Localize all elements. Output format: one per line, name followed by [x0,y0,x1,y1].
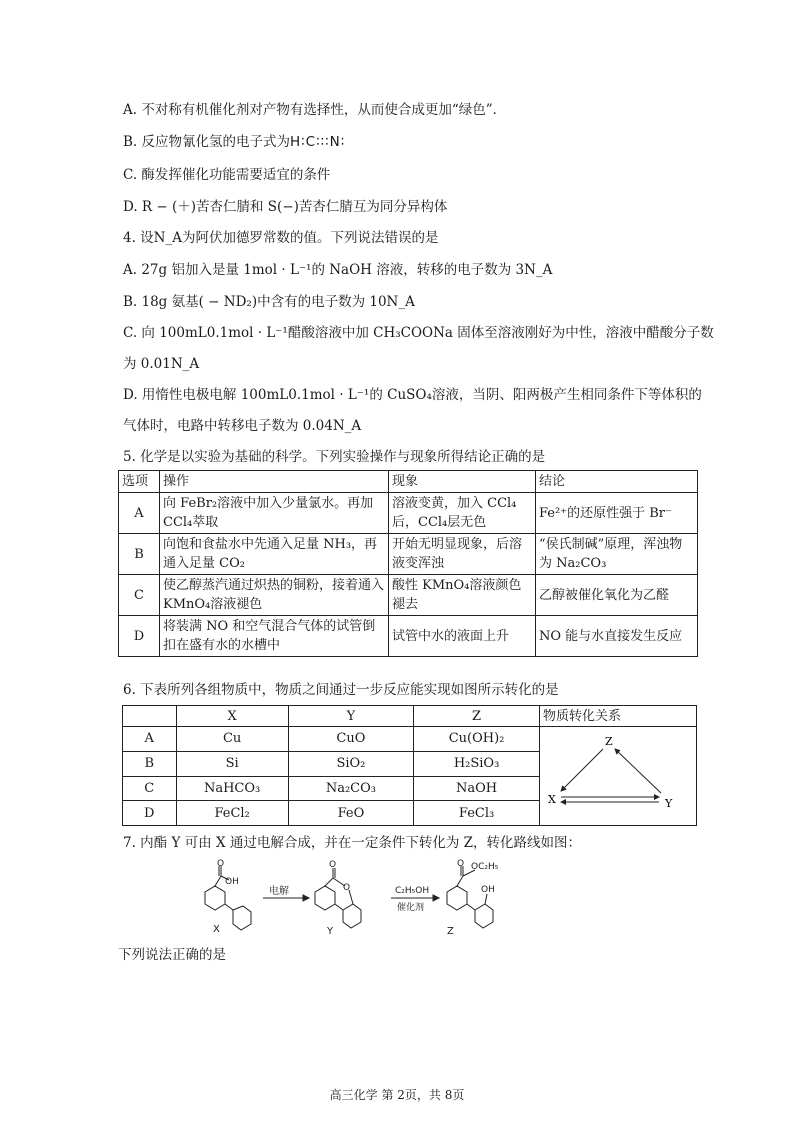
q6-header-y: Y [288,706,413,727]
z-oet-text: OC₂H₅ [471,862,499,872]
table-row [119,493,698,534]
q4-option-d-line1: D. 用惰性电极电解 100mL0.1mol · L⁻¹的 CuSO₄溶液，当阴、阳两极产生相同条件下等体积的 [123,387,702,403]
q6-row-option: B [123,751,177,776]
arrow-y-to-z [615,749,661,793]
table-row [119,534,698,575]
q5-header-conclusion: 结论 [536,471,698,493]
xyz-cycle-diagram [543,727,693,819]
x-o-text: O [217,859,225,869]
y-ring-o-text: O [343,883,351,893]
q5-row-operation: 向 FeBr₂溶液中加入少量氯水。再加 CCl₄萃取 [160,493,389,534]
hcn-electron-formula: H∶C∶∶∶N∶ [290,134,346,150]
q6-row-x: Si [176,751,288,776]
q5-row-option: B [119,534,160,575]
q6-row-z: NaOH [414,776,540,801]
z-oh-text: OH [481,885,495,895]
label-y: Y [327,926,334,937]
x-oh-text: OH [225,877,239,887]
arrow1-label: 电解 [269,886,289,897]
q4-option-c-line1: C. 向 100mL0.1mol · L⁻¹醋酸溶液中加 CH₃COONa 固体至溶液刚好为中性，溶液中醋酸分子数 [123,325,714,341]
q4-option-d-line2: 气体时，电路中转移电子数为 0.04N_A [123,418,362,434]
q5-row-operation: 向饱和食盐水中先通入足量 NH₃，再通入足量 CO₂ [160,534,389,575]
q5-row-conclusion: 乙醇被催化氧化为乙醛 [536,575,698,616]
q3-option-d: D. R − (＋)苦杏仁腈和 S(−)苦杏仁腈互为同分异构体 [123,199,448,215]
x-bond-cooh [215,876,221,886]
q6-row-y: SiO₂ [288,751,413,776]
q6-row-x: NaHCO₃ [176,776,288,801]
q6-row-y: Na₂CO₃ [288,776,413,801]
q6-row-z: FeCl₃ [414,801,540,826]
q3-option-b: B. 反应物氰化氢的电子式为H∶C∶∶∶N∶ [123,134,346,150]
z-o-text: O [457,859,465,869]
q5-row-phenomenon: 试管中水的液面上升 [389,616,536,657]
q5-row-phenomenon: 开始无明显现象，后溶液变浑浊 [389,534,536,575]
q4-option-c-line2: 为 0.01N_A [123,356,200,372]
q5-row-option: C [119,575,160,616]
arrow2-top-label: C₂H₅OH [395,886,430,896]
z-ring-2 [475,904,493,928]
q5-header-operation: 操作 [160,471,389,493]
q6-table [122,705,697,826]
q5-stem: 5. 化学是以实验为基础的科学。下列实验操作与现象所得结论正确的是 [123,449,546,465]
q6-row-y: FeO [288,801,413,826]
q4-stem: 4. 设N_A为阿伏加德罗常数的值。下列说法错误的是 [123,230,439,246]
x-ring-1 [205,886,225,910]
q6-header-blank [123,706,177,727]
arrow-z-to-x [561,749,603,791]
q6-header-relation: 物质转化关系 [540,706,697,727]
label-z: Z [447,926,454,937]
y-ring-1 [315,886,335,910]
q5-row-phenomenon: 酸性 KMnO₄溶液颜色褪去 [389,575,536,616]
q6-row-option: C [123,776,177,801]
q6-row-option: A [123,727,177,752]
q5-row-conclusion: Fe²⁺的还原性强于 Br⁻ [536,493,698,534]
q6-stem: 6. 下表所列各组物质中，物质之间通过一步反应能实现如图所示转化的是 [123,682,559,698]
q4-option-a: A. 27g 铝加入是量 1mol · L⁻¹的 NaOH 溶液，转移的电子数为 3N_A [123,262,553,278]
q6-relation-diagram-cell [540,727,697,826]
q6-row-z: H₂SiO₃ [414,751,540,776]
y-o-text: O [329,860,337,870]
diagram-x-label: X [548,793,556,806]
q6-header-x: X [176,706,288,727]
x-ring-2 [233,906,251,930]
table-row [119,575,698,616]
q5-header-phenomenon: 现象 [389,471,536,493]
arrow2-bottom-label: 催化剂 [397,903,425,913]
table-row [119,616,698,657]
q5-header-option: 选项 [119,471,160,493]
q6-row-y: CuO [288,727,413,752]
q5-row-operation: 将装满 NO 和空气混合气体的试管倒扣在盛有水的水槽中 [160,616,389,657]
q6-row-option: D [123,801,177,826]
q5-table [118,470,698,657]
table-row [123,727,697,752]
q7-after-text: 下列说法正确的是 [118,947,226,963]
q6-row-x: Cu [176,727,288,752]
page-footer: 高三化学 第 2页，共 8页 [329,1088,465,1102]
diagram-z-label: Z [605,735,613,748]
q3-option-c: C. 酶发挥催化功能需要适宜的条件 [123,167,331,183]
reaction-scheme-svg [185,858,585,938]
q5-row-conclusion: “侯氏制碱”原理，浑浊物为 Na₂CO₃ [536,534,698,575]
q5-row-option: D [119,616,160,657]
q5-row-operation: 使乙醇蒸汽通过炽热的铜粉，接着通入 KMnO₄溶液褪色 [160,575,389,616]
z-ring-1 [447,886,467,910]
q5-row-phenomenon: 溶液变黄，加入 CCl₄后，CCl₄层无色 [389,493,536,534]
q5-row-conclusion: NO 能与水直接发生反应 [536,616,698,657]
q6-row-z: Cu(OH)₂ [414,727,540,752]
y-ring-2 [343,904,361,928]
q7-stem: 7. 内酯 Y 可由 X 通过电解合成，并在一定条件下转化为 Z，转化路线如图： [123,835,582,851]
q5-header-row [119,471,698,493]
label-x: X [213,924,220,935]
q6-row-x: FeCl₂ [176,801,288,826]
q7-reaction-scheme [185,858,585,938]
q4-option-b: B. 18g 氨基( − ND₂)中含有的电子数为 10N_A [123,294,415,310]
q3-option-a: A. 不对称有机催化剂对产物有选择性，从而使合成更加“绿色”． [123,102,507,118]
q5-row-option: A [119,493,160,534]
diagram-y-label: Y [665,797,673,810]
q6-header-row [123,706,697,727]
q6-header-z: Z [414,706,540,727]
